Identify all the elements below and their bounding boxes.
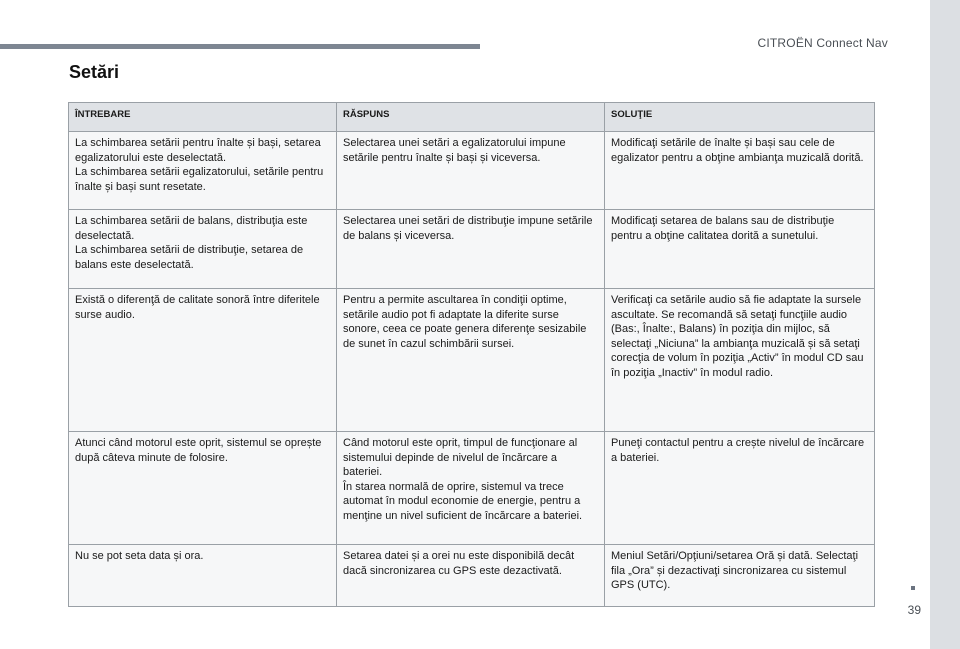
column-header-solution: SOLUŢIE (605, 103, 875, 132)
answer-cell: Selectarea unei setări de distribuţie impune setările de balans și viceversa. (337, 210, 605, 289)
column-header-answer: RĂSPUNS (337, 103, 605, 132)
solution-cell: Modificaţi setările de înalte și bași sau cele de egalizator pentru a obţine ambianţa muzicală dorită. (605, 132, 875, 210)
table-row (69, 289, 875, 432)
question-cell: La schimbarea setării pentru înalte și bași, setarea egalizatorului este deselectată. La schimbarea setării egalizatorului, setările pentru înalte și bași sunt resetate. (69, 132, 337, 210)
table-row (69, 432, 875, 545)
table-row (69, 132, 875, 210)
question-cell: Atunci când motorul este oprit, sistemul se oprește după câteva minute de folosire. (69, 432, 337, 545)
solution-cell: Modificaţi setarea de balans sau de distribuţie pentru a obţine calitatea dorită a sunetului. (605, 210, 875, 289)
page-marker (911, 586, 915, 590)
question-cell: Există o diferenţă de calitate sonoră între diferitele surse audio. (69, 289, 337, 432)
question-cell: La schimbarea setării de balans, distribuţia este deselectată. La schimbarea setării de distribuţie, setarea de balans este deselectată. (69, 210, 337, 289)
table-row (69, 210, 875, 289)
answer-cell: Setarea datei și a orei nu este disponibilă decât dacă sincronizarea cu GPS este dezactivată. (337, 545, 605, 607)
page-side-strip (930, 0, 960, 649)
brand-label: CITROËN Connect Nav (757, 36, 888, 50)
table-header-row (69, 103, 875, 132)
page-number: 39 (907, 603, 921, 617)
answer-cell: Selectarea unei setări a egalizatorului impune setările pentru înalte și bași și viceversa. (337, 132, 605, 210)
header-accent-bar (0, 44, 480, 49)
answer-cell: Când motorul este oprit, timpul de funcţionare al sistemului depinde de nivelul de încărcare a bateriei. În starea normală de oprire, sistemul va trece automat în modul economie de energie, pentru a menţine un nivel suficient de încărcare a bateriei. (337, 432, 605, 545)
solution-cell: Puneţi contactul pentru a crește nivelul de încărcare a bateriei. (605, 432, 875, 545)
page-title: Setări (69, 62, 120, 82)
question-cell: Nu se pot seta data și ora. (69, 545, 337, 607)
answer-cell: Pentru a permite ascultarea în condiţii optime, setările audio pot fi adaptate la diferite surse sonore, ceea ce poate genera diferenţe sesizabile de sunet în cazul schimbării sursei. (337, 289, 605, 432)
troubleshooting-table (68, 102, 875, 607)
column-header-question: ÎNTREBARE (69, 103, 337, 132)
solution-cell: Verificaţi ca setările audio să fie adaptate la sursele ascultate. Se recomandă să setaţi funcţiile audio (Bas:, Înalte:, Balans) în poziţia din mijloc, să selectaţi „Niciuna” la ambianţa muzicală și să setaţi corecţia de volum în poziţia „Activ” în modul CD sau în poziţia „Inactiv” în modul radio. (605, 289, 875, 432)
table-row (69, 545, 875, 607)
solution-cell: Meniul Setări/Opţiuni/setarea Oră și dată. Selectaţi fila „Ora” și dezactivaţi sincronizarea cu sistemul GPS (UTC). (605, 545, 875, 607)
